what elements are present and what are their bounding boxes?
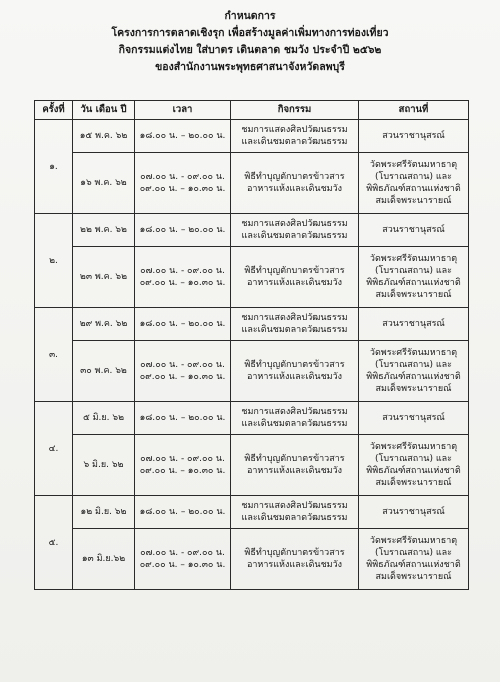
cell-time <box>135 435 231 496</box>
cell-date: ๓๐ พ.ค. ๖๒ <box>73 341 135 402</box>
cell-round-no: ๒. <box>35 214 73 308</box>
cell-time-line: ๑๘.๐๐ น. – ๒๐.๐๐ น. <box>139 413 226 423</box>
cell-time-line: ๐๙.๐๐ น. – ๑๐.๓๐ น. <box>139 560 226 570</box>
table-row <box>35 247 469 308</box>
cell-place-line: สมเด็จพระนารายณ์ <box>375 478 452 488</box>
cell-date: ๑๒ มิ.ย. ๖๒ <box>73 496 135 529</box>
cell-time-line: ๐๗.๐๐ น. - ๐๙.๐๐ น. <box>140 266 225 276</box>
table-row <box>35 402 469 435</box>
cell-place-line: สวนราชานุสรณ์ <box>382 225 445 235</box>
cell-place <box>359 120 469 153</box>
cell-time <box>135 120 231 153</box>
cell-activity-line: และเดินชมตลาดวัฒนธรรม <box>241 325 348 335</box>
cell-activity <box>231 435 359 496</box>
cell-activity <box>231 529 359 590</box>
cell-time-line: ๐๙.๐๐ น. – ๑๐.๓๐ น. <box>139 184 226 194</box>
cell-activity <box>231 153 359 214</box>
cell-place <box>359 402 469 435</box>
cell-place-line: พิพิธภัณฑ์สถานแห่งชาติ <box>366 278 461 288</box>
cell-place-line: สวนราชานุสรณ์ <box>382 413 445 423</box>
cell-place-line: พิพิธภัณฑ์สถานแห่งชาติ <box>366 560 461 570</box>
cell-place <box>359 153 469 214</box>
cell-time-line: ๑๘.๐๐ น. – ๒๐.๐๐ น. <box>139 319 226 329</box>
schedule-body <box>35 120 469 590</box>
cell-date: ๑๖ พ.ค. ๖๒ <box>73 153 135 214</box>
cell-round-no: ๓. <box>35 308 73 402</box>
col-header-place: สถานที่ <box>359 101 469 120</box>
header-title: กำหนดการ <box>224 10 276 22</box>
cell-date: ๑๕ พ.ค. ๖๒ <box>73 120 135 153</box>
cell-place-line: (โบราณสถาน) และ <box>375 360 452 370</box>
cell-time <box>135 247 231 308</box>
table-row <box>35 308 469 341</box>
cell-activity-line: และเดินชมตลาดวัฒนธรรม <box>241 231 348 241</box>
cell-date: ๑๓ มิ.ย.๖๒ <box>73 529 135 590</box>
cell-time-line: ๐๗.๐๐ น. - ๐๙.๐๐ น. <box>140 360 225 370</box>
cell-activity-line: และเดินชมตลาดวัฒนธรรม <box>241 419 348 429</box>
table-row <box>35 153 469 214</box>
cell-time <box>135 308 231 341</box>
table-row <box>35 496 469 529</box>
cell-activity <box>231 308 359 341</box>
cell-activity-line: พิธีทำบุญตักบาตรข้าวสาร <box>244 454 345 464</box>
cell-activity-line: ชมการแสดงศิลปวัฒนธรรม <box>241 407 348 417</box>
cell-place <box>359 214 469 247</box>
header-project: โครงการการตลาดเชิงรุก เพื่อสร้างมูลค่าเพิ่มทางการท่องเที่ยว <box>111 27 389 39</box>
cell-date: ๕ มิ.ย. ๖๒ <box>73 402 135 435</box>
table-row <box>35 529 469 590</box>
document-header <box>0 8 500 76</box>
cell-date: ๒๙ พ.ค. ๖๒ <box>73 308 135 341</box>
cell-date: ๖ มิ.ย. ๖๒ <box>73 435 135 496</box>
cell-place-line: (โบราณสถาน) และ <box>375 548 452 558</box>
cell-place-line: สมเด็จพระนารายณ์ <box>375 572 452 582</box>
cell-place-line: สมเด็จพระนารายณ์ <box>375 196 452 206</box>
cell-time-line: ๐๙.๐๐ น. – ๑๐.๓๐ น. <box>139 372 226 382</box>
col-header-no: ครั้งที่ <box>35 101 73 120</box>
cell-time-line: ๐๙.๐๐ น. – ๑๐.๓๐ น. <box>139 278 226 288</box>
cell-place-line: วัดพระศรีรัตนมหาธาตุ <box>369 536 458 546</box>
cell-time <box>135 402 231 435</box>
cell-date: ๒๓ พ.ค. ๖๒ <box>73 247 135 308</box>
cell-place-line: วัดพระศรีรัตนมหาธาตุ <box>369 160 458 170</box>
cell-activity-line: พิธีทำบุญตักบาตรข้าวสาร <box>244 548 345 558</box>
cell-place-line: (โบราณสถาน) และ <box>375 172 452 182</box>
cell-time <box>135 496 231 529</box>
cell-place <box>359 247 469 308</box>
cell-date: ๒๒ พ.ค. ๖๒ <box>73 214 135 247</box>
cell-time-line: ๐๗.๐๐ น. - ๐๙.๐๐ น. <box>140 172 225 182</box>
cell-activity-line: อาหารแห้งและเดินชมวัง <box>246 372 343 382</box>
table-row <box>35 435 469 496</box>
cell-activity-line: พิธีทำบุญตักบาตรข้าวสาร <box>244 360 345 370</box>
cell-activity <box>231 496 359 529</box>
cell-time <box>135 529 231 590</box>
cell-time-line: ๑๘.๐๐ น. – ๒๐.๐๐ น. <box>139 507 226 517</box>
cell-time-line: ๐๗.๐๐ น. - ๐๙.๐๐ น. <box>140 454 225 464</box>
cell-activity-line: อาหารแห้งและเดินชมวัง <box>246 466 343 476</box>
cell-place-line: วัดพระศรีรัตนมหาธาตุ <box>369 254 458 264</box>
cell-place-line: สวนราชานุสรณ์ <box>382 131 445 141</box>
cell-place-line: พิพิธภัณฑ์สถานแห่งชาติ <box>366 184 461 194</box>
cell-place-line: พิพิธภัณฑ์สถานแห่งชาติ <box>366 372 461 382</box>
cell-place-line: สวนราชานุสรณ์ <box>382 319 445 329</box>
table-row <box>35 120 469 153</box>
cell-time <box>135 341 231 402</box>
cell-place-line: (โบราณสถาน) และ <box>375 454 452 464</box>
schedule-table <box>34 100 469 590</box>
cell-round-no: ๑. <box>35 120 73 214</box>
table-row <box>35 214 469 247</box>
cell-time-line: ๑๘.๐๐ น. – ๒๐.๐๐ น. <box>139 131 226 141</box>
cell-place-line: สมเด็จพระนารายณ์ <box>375 290 452 300</box>
cell-activity-line: อาหารแห้งและเดินชมวัง <box>246 560 343 570</box>
cell-activity-line: ชมการแสดงศิลปวัฒนธรรม <box>241 219 348 229</box>
cell-activity <box>231 247 359 308</box>
cell-activity <box>231 402 359 435</box>
cell-place-line: วัดพระศรีรัตนมหาธาตุ <box>369 442 458 452</box>
col-header-activity: กิจกรรม <box>231 101 359 120</box>
cell-activity-line: พิธีทำบุญตักบาตรข้าวสาร <box>244 172 345 182</box>
cell-activity-line: พิธีทำบุญตักบาตรข้าวสาร <box>244 266 345 276</box>
header-office: ของสำนักงานพระพุทธศาสนาจังหวัดลพบุรี <box>155 61 345 73</box>
cell-round-no: ๕. <box>35 496 73 590</box>
cell-activity-line: และเดินชมตลาดวัฒนธรรม <box>241 513 348 523</box>
cell-activity <box>231 341 359 402</box>
cell-place <box>359 529 469 590</box>
cell-activity-line: ชมการแสดงศิลปวัฒนธรรม <box>241 501 348 511</box>
cell-time <box>135 153 231 214</box>
cell-time-line: ๑๘.๐๐ น. – ๒๐.๐๐ น. <box>139 225 226 235</box>
cell-place-line: สวนราชานุสรณ์ <box>382 507 445 517</box>
cell-time-line: ๐๗.๐๐ น. - ๐๙.๐๐ น. <box>140 548 225 558</box>
cell-place <box>359 308 469 341</box>
header-activity: กิจกรรมแต่งไทย ใส่บาตร เดินตลาด ชมวัง ประจำปี ๒๕๖๒ <box>118 44 382 56</box>
cell-place <box>359 496 469 529</box>
cell-time <box>135 214 231 247</box>
cell-place-line: สมเด็จพระนารายณ์ <box>375 384 452 394</box>
cell-place-line: (โบราณสถาน) และ <box>375 266 452 276</box>
cell-activity-line: อาหารแห้งและเดินชมวัง <box>246 184 343 194</box>
col-header-time: เวลา <box>135 101 231 120</box>
cell-place <box>359 341 469 402</box>
cell-place-line: วัดพระศรีรัตนมหาธาตุ <box>369 348 458 358</box>
cell-activity <box>231 120 359 153</box>
cell-activity-line: อาหารแห้งและเดินชมวัง <box>246 278 343 288</box>
col-header-date: วัน เดือน ปี <box>73 101 135 120</box>
cell-activity <box>231 214 359 247</box>
cell-activity-line: และเดินชมตลาดวัฒนธรรม <box>241 137 348 147</box>
table-row <box>35 341 469 402</box>
cell-time-line: ๐๙.๐๐ น. – ๑๐.๓๐ น. <box>139 466 226 476</box>
cell-place-line: พิพิธภัณฑ์สถานแห่งชาติ <box>366 466 461 476</box>
cell-activity-line: ชมการแสดงศิลปวัฒนธรรม <box>241 313 348 323</box>
table-header-row <box>35 101 469 120</box>
cell-activity-line: ชมการแสดงศิลปวัฒนธรรม <box>241 125 348 135</box>
cell-round-no: ๔. <box>35 402 73 496</box>
cell-place <box>359 435 469 496</box>
